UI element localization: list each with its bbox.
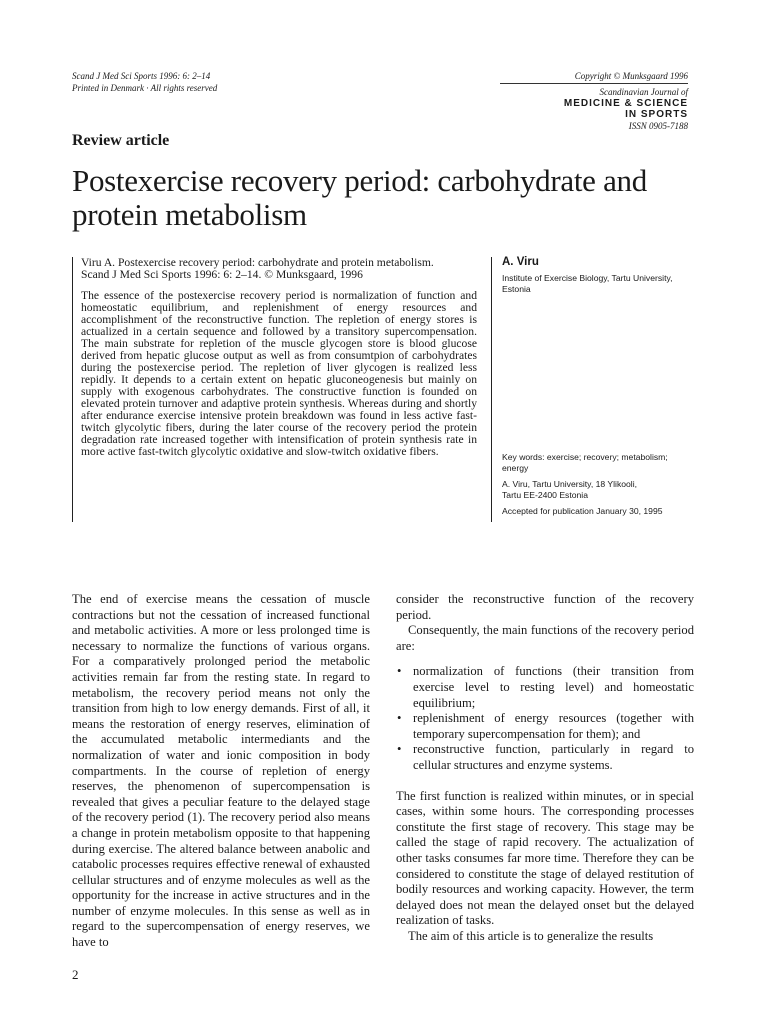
copyright-line: Copyright © Munksgaard 1996	[500, 70, 688, 84]
body-paragraph: The first function is realized within minutes, or in special cases, within some hours. The corresponding processes constitute the first stage of recovery. This stage may be called the stage of rapid recovery. The actualization of other tasks consumes far more time. Therefore they can be considered to constitute the stage of delayed restitution of bodily resources and working capacity. However, the term delayed does not mean the delayed onset but the delayed realization of tasks.	[396, 788, 694, 928]
author-name: A. Viru	[502, 256, 539, 268]
abstract-citation	[81, 257, 477, 281]
author-sidebar	[491, 257, 691, 522]
body-paragraph: The aim of this article is to generalize the results	[408, 928, 654, 943]
bullet-icon: •	[397, 711, 402, 726]
correspondence-address	[502, 479, 690, 501]
journal-name: Scandinavian Journal of	[599, 87, 688, 97]
journal-title-line2: IN SPORTS	[625, 109, 688, 120]
citation-line-2: Scand J Med Sci Sports 1996: 6: 2–14. © Munksgaard, 1996	[81, 268, 363, 281]
list-item: • normalization of functions (their transition from exercise level to resting level) and homeostatic equilibrium;	[397, 664, 694, 710]
citation-line-1: Viru A. Postexercise recovery period: carbohydrate and protein metabolism.	[81, 256, 434, 269]
bullet-icon: •	[397, 742, 402, 757]
affiliation: Institute of Exercise Biology, Tartu University, Estonia	[502, 273, 673, 294]
sidebar-footer	[502, 452, 690, 522]
abstract-body: The essence of the postexercise recovery period is normalization of function and homeostatic equilibrium, and replenishment of energy resources and accomplishment of the reconstructive function. The repletion of energy stores is actualized in a certain sequence and followed by a transitory supercompensation. The main substrate for repletion of the muscle glycogen store is blood glucose derived from hepatic glucose output as well as from consumtpion of carbohydrates during the postexercise period. The repletion of liver glycogen is realized less repidly. It depends to a certain extent on hepatic gluconeogenesis but mainly on supply with exogenous carbohydrates. The constructive function is founded on elevated protein turnover and adaptive protein synthesis. Whereas during and shortly after endurance exercise intensive protein breakdown was found in less active fast-twitch glycolytic fibers, during the later course of the recovery period the protein degradation rate increased together with intensification of protein synthesis rate in more active fast-twitch glycolytic oxidative and slow-twitch oxidative fibers.	[81, 289, 477, 458]
address-line-2: Tartu EE-2400 Estonia	[502, 490, 588, 500]
body-paragraph: Consequently, the main functions of the recovery period are:	[396, 623, 694, 653]
body-column-left	[72, 592, 370, 951]
list-item: • reconstructive function, particularly in regard to cellular structures and enzyme systems.	[397, 742, 694, 772]
journal-title-line1: MEDICINE & SCIENCE	[563, 98, 688, 109]
acceptance-date: Accepted for publication January 30, 1995	[502, 506, 663, 516]
article-title: Postexercise recovery period: carbohydrate and protein metabolism	[72, 163, 647, 232]
article-type: Review article	[72, 132, 170, 149]
body-paragraph: The end of exercise means the cessation of muscle contractions but not the cessation of increased functional and metabolic activities. A more or less prolonged time is necessary to normalize the functions of various organs. For a comparatively prolonged period the metabolic activities remain far from the resting state. In regard to metabolism, the recovery period means not only the transition from high to low energy demands. First of all, it means the restoration of energy reserves, elimination of the accumulated metabolic intermediants and the normalization of water and ionic composition in body compartments. In the course of repletion of energy reserves, the phenomenon of supercompensation is revealed that gives a peculiar feature to the delayed stage of the recovery period (1). The recovery period also means a change in protein metabolism opposite to that happening during exercise. The altered balance between anabolic and catabolic processes requires effective renewal of exhausted cellular structures and of enzyme molecules as well as the opportunity for the increase in active structures and in the number of enzyme molecules. In this sense as well as in regard to the supercompensation of energy reserves, we have to	[72, 592, 370, 950]
function-list	[396, 664, 694, 773]
address-line-1: A. Viru, Tartu University, 18 Ylikooli,	[502, 479, 638, 489]
page-number: 2	[72, 967, 79, 982]
body-column-right	[396, 592, 694, 944]
journal-masthead	[500, 70, 688, 132]
journal-citation: Scand J Med Sci Sports 1996: 6: 2–14	[72, 71, 211, 81]
printed-notice: Printed in Denmark · All rights reserved	[72, 83, 218, 93]
bullet-icon: •	[397, 664, 402, 679]
list-item: • replenishment of energy resources (together with temporary supercompensation for them); and	[397, 711, 694, 741]
body-paragraph: consider the reconstructive function of the recovery period.	[396, 592, 694, 622]
keywords: Key words: exercise; recovery; metabolism; energy	[502, 452, 668, 473]
issn: ISSN 0905-7188	[628, 121, 688, 131]
abstract	[72, 257, 477, 522]
running-header-left	[72, 70, 312, 94]
